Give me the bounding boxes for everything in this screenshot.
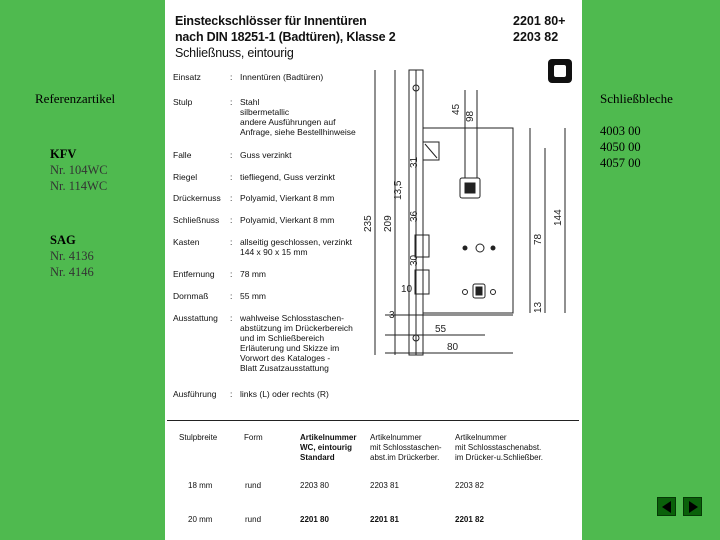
spec-key: Falle: [173, 150, 192, 160]
spec-value: [240, 172, 365, 182]
article-table: [167, 420, 579, 524]
article-code: 2201 80+: [513, 14, 566, 28]
spec-key: Einsatz: [173, 72, 201, 82]
spec-value-line: andere Ausführungen auf: [240, 117, 336, 127]
spec-row: Drückernuss : Polyamid, Vierkant 8 mm: [173, 193, 365, 203]
spec-value: [240, 313, 365, 373]
reference-panel: [0, 0, 165, 540]
table-header: Artikelnummer WC, eintourig Standard: [300, 433, 357, 462]
dim-label: 36: [409, 210, 420, 222]
triangle-right-icon: [689, 501, 698, 513]
spec-value-line: Vorwort des Kataloges -: [240, 353, 331, 363]
spec-key: Kasten: [173, 237, 200, 247]
spec-value-line: und im Schließbereich: [240, 333, 325, 343]
spec-value-line: Erläuterung und Skizze im: [240, 343, 340, 353]
spec-key: Ausführung: [173, 389, 217, 399]
datasheet-document: [165, 0, 582, 540]
spec-value-line: 144 x 90 x 15 mm: [240, 247, 308, 257]
group-head: SAG: [50, 233, 76, 247]
table-cell: 2201 80: [300, 515, 329, 524]
spec-row: Entfernung : 78 mm: [173, 269, 365, 279]
spec-value: [240, 72, 365, 82]
table-cell: 18 mm: [188, 481, 213, 490]
dim-label: 55: [435, 324, 447, 335]
list-item: 4003 00: [600, 124, 641, 138]
dim-label: 10: [401, 284, 413, 295]
dim-label: 45: [451, 103, 462, 115]
spec-key: Riegel: [173, 172, 198, 182]
dim-label: 30: [409, 254, 420, 266]
strike-plate-panel: [582, 0, 720, 540]
spec-value-line: Anfrage, siehe Bestellhinweise: [240, 127, 356, 137]
table-cell: 2201 82: [455, 515, 484, 524]
list-item: 4057 00: [600, 156, 641, 170]
dim-label: 13,5: [393, 180, 404, 200]
reference-group-kfv: [50, 146, 108, 194]
previous-slide-button[interactable]: [657, 497, 676, 516]
spec-value-line: tiefliegend, Guss verzinkt: [240, 172, 335, 182]
spec-value: [240, 193, 365, 203]
spec-key: Ausstattung: [173, 313, 218, 323]
dim-label: 235: [363, 215, 374, 232]
group-item: Nr. 4146: [50, 265, 94, 279]
dim-label: 98: [465, 110, 476, 122]
dim-label: 13: [533, 301, 544, 313]
spec-row: Dornmaß : 55 mm: [173, 291, 365, 301]
table-header: Stulpbreite: [179, 433, 218, 442]
spec-value-line: Innentüren (Badtüren): [240, 72, 324, 82]
spec-value-line: Guss verzinkt: [240, 150, 292, 160]
dim-label: 31: [409, 156, 420, 168]
spec-value-line: wahlweise Schlosstaschen-: [240, 313, 344, 323]
title-line: Schließnuss, eintourig: [175, 46, 294, 60]
table-cell: 2203 81: [370, 481, 399, 490]
table-cell: rund: [245, 515, 262, 524]
lock-diagram: [365, 60, 580, 360]
table-cell: rund: [245, 481, 262, 490]
triangle-left-icon: [662, 501, 671, 513]
table-header: Artikelnummer mit Schlosstaschen- abst.im Drückerber.: [370, 433, 442, 462]
list-item: 4050 00: [600, 140, 641, 154]
dim-label: 144: [553, 209, 564, 226]
spec-row: Schließnuss : Polyamid, Vierkant 8 mm: [173, 215, 365, 225]
title-line: nach DIN 18251-1 (Badtüren), Klasse 2: [175, 30, 396, 44]
dim-label: 80: [447, 342, 459, 353]
document-title: [175, 13, 395, 61]
spec-value-line: 55 mm: [240, 291, 266, 301]
next-slide-button[interactable]: [683, 497, 702, 516]
reference-title: Referenzartikel: [35, 91, 116, 106]
strike-plate-title: Schließbleche: [600, 91, 673, 106]
spec-value: [240, 291, 365, 301]
article-code: 2203 82: [513, 30, 559, 44]
dim-label: 209: [383, 215, 394, 232]
spec-value: [240, 389, 365, 399]
group-head: KFV: [50, 147, 77, 161]
spec-value-line: links (L) oder rechts (R): [240, 389, 329, 399]
table-cell: 20 mm: [188, 515, 213, 524]
spec-row: Riegel : tiefliegend, Guss verzinkt: [173, 172, 365, 182]
spec-row: Kasten : allseitig geschlossen, verzinkt 144 x 90 x 15 mm: [173, 237, 365, 257]
spec-value-line: allseitig geschlossen, verzinkt: [240, 237, 352, 247]
title-line: Einsteckschlösser für Innentüren: [175, 14, 367, 28]
spec-value: [240, 215, 365, 225]
group-item: Nr. 104WC: [50, 163, 108, 177]
spec-value-line: Stahl: [240, 97, 260, 107]
spec-row: Ausstattung : wahlweise Schlosstaschen- abstützung im Drückerbereich und im Schließbereich Erläuterung und Skizze im Vorwort des Kataloges - Blatt Zusatzausstattung: [173, 313, 365, 373]
spec-row: Einsatz : Innentüren (Badtüren): [173, 72, 365, 82]
article-codes: [513, 13, 565, 45]
spec-value: [240, 150, 365, 160]
spec-value-line: abstützung im Drückerbereich: [240, 323, 353, 333]
table-cell: 2201 81: [370, 515, 399, 524]
table-header: Form: [244, 433, 263, 442]
dim-label: 3: [389, 310, 395, 321]
spec-value: [240, 97, 365, 137]
group-item: Nr. 114WC: [50, 179, 108, 193]
spec-key: Drückernuss: [173, 193, 221, 203]
spec-value: [240, 269, 365, 279]
group-item: Nr. 4136: [50, 249, 94, 263]
spec-value-line: Polyamid, Vierkant 8 mm: [240, 193, 335, 203]
spec-value-line: silbermetallic: [240, 107, 290, 117]
table-cell: 2203 82: [455, 481, 484, 490]
spec-row: Ausführung : links (L) oder rechts (R): [173, 389, 365, 399]
spec-key: Stulp: [173, 97, 193, 107]
dim-label: 78: [533, 233, 544, 245]
spec-row: Falle : Guss verzinkt: [173, 150, 365, 160]
spec-row: Stulp : Stahl silbermetallic andere Ausführungen auf Anfrage, siehe Bestellhinweise: [173, 97, 365, 137]
reference-group-sag: [50, 232, 94, 280]
spec-key: Entfernung: [173, 269, 215, 279]
table-cell: 2203 80: [300, 481, 329, 490]
strike-plate-list: [600, 123, 641, 171]
spec-value-line: Blatt Zusatzausstattung: [240, 363, 329, 373]
spec-value-line: 78 mm: [240, 269, 266, 279]
table-header: Artikelnummer mit Schlosstaschenabst. im Drücker-u.Schließber.: [455, 433, 544, 462]
spec-value: [240, 237, 365, 257]
spec-key: Dornmaß: [173, 291, 209, 301]
spec-value-line: Polyamid, Vierkant 8 mm: [240, 215, 335, 225]
spec-key: Schließnuss: [173, 215, 220, 225]
